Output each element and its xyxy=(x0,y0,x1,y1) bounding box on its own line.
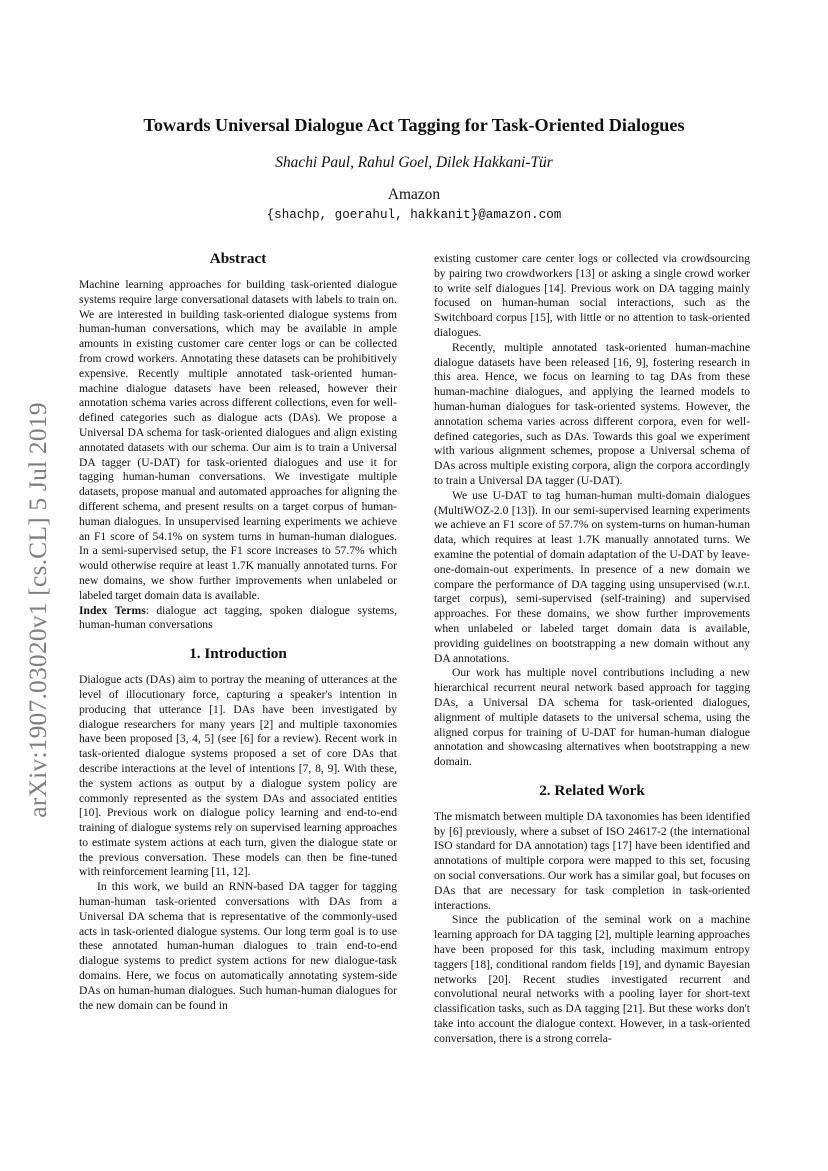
index-terms-label: Index Terms xyxy=(79,603,146,617)
arxiv-stamp-text: arXiv:1907.03020v1 [cs.CL] 5 Jul 2019 xyxy=(23,402,52,818)
paper-title: Towards Universal Dialogue Act Tagging for Task-Oriented Dialogues xyxy=(143,115,685,135)
related-work-heading: 2. Related Work xyxy=(539,781,645,799)
related-paragraph-1: The mismatch between multiple DA taxonomies has been identified by [6] previously, where a subset of ISO 24617-2 (the international ISO standard for DA annotation) tags [17] have been identified and annotations of multiple corpora were mapped to this set, focusing on social conversations. Our work has a similar goal, but focuses on DAs that are necessary for task completion in task-oriented interactions. xyxy=(434,809,750,912)
intro-heading: 1. Introduction xyxy=(189,645,287,663)
intro-paragraph-4: Recently, multiple annotated task-oriented human-machine dialogue datasets have been released [16, 9], fostering research in this area. Hence, we focus on learning to tag DAs from these human-machine dialogues, and applying the learned models to human-human dialogues for task-oriented systems. However, the annotation schema varies across different corpora, even for well-defined categories, such as DAs. Towards this goal we experiment with various alignment schemes, propose a Universal schema of DAs across multiple existing corpora, align the corpora accordingly to train a Universal DA tagger (U-DAT). xyxy=(434,340,750,487)
abstract-text: Machine learning approaches for building task-oriented dialogue systems require large conversational datasets with labels to train on. We are interested in building task-oriented dialogue systems from human-human conversations, which may be available in ample amounts in existing customer care center logs or can be collected from crowd workers. Annotating these datasets can be prohibitively expensive. Recently multiple annotated task-oriented human-machine dialogue datasets have been released, however their annotation schema varies across different collections, even for well-defined categories such as dialogue acts (DAs). We propose a Universal DA schema for task-oriented dialogues and align existing annotated datasets with our schema. Our aim is to train a Universal DA tagger (U-DAT) for task-oriented dialogues and use it for tagging human-human conversations. We investigate multiple datasets, propose manual and automated approaches for aligning the different schema, and present results on a target corpus of human-human dialogues. In unsupervised learning experiments we achieve an F1 score of 54.1% on system turns in human-human dialogues. In a semi-supervised setup, the F1 score increases to 57.7% which would otherwise require at least 1.7K manually annotated turns. For new domains, we show further improvements when unlabeled or labeled target domain data is available. xyxy=(79,278,397,602)
related-paragraph-2: Since the publication of the seminal work on a machine learning approach for DA tagging [2], multiple learning approaches have been proposed for this task, including maximum entropy taggers [18], conditional random fields [19], and dynamic Bayesian networks [20]. Recent studies investigated recurrent and convolutional neural networks with a pooling layer for short-text classification tasks, such as DA tagging [21]. But these works don't take into account the dialogue context. However, in a task-oriented conversation, there is a strong correla- xyxy=(434,913,750,1045)
paper-affiliation: Amazon xyxy=(387,186,441,203)
intro-paragraph-3: existing customer care center logs or collected via crowdsourcing by pairing two crowdworkers [13] or asking a single crowd worker to write self dialogues [14]. Previous work on DA tagging mainly focused on human-human social interactions, such as the Switchboard corpus [15], with little or no attention to task-oriented dialogues. xyxy=(434,252,750,339)
arxiv-stamp xyxy=(18,380,58,840)
intro-paragraph-1: Dialogue acts (DAs) aim to portray the meaning of utterances at the level of illocutionary force, capturing a speaker's intention in producing that utterance [1]. DAs have been investigated by dialogue researchers for many years [2] and multiple taxonomies have been proposed [3, 4, 5] (see [6] for a review). Recent work in task-oriented dialogue systems proposed a set of core DAs that describe interactions at the level of intentions [7, 8, 9]. With these, the system actions as output by a dialogue system policy are commonly represented as the system DAs and associated entities [10]. Previous work on dialogue policy learning and end-to-end training of dialogue systems rely on supervised learning approaches to estimate system actions at each turn, given the dialogue state or the previous conversation. These models can then be fine-tuned with reinforcement learning [11, 12]. xyxy=(79,673,397,879)
intro-paragraph-2: In this work, we build an RNN-based DA tagger for tagging human-human task-oriented conversations with DAs from a Universal DA schema that is representative of the commonly-used acts in task-oriented dialogue systems. Our long term goal is to use these annotated human-human dialogues to train end-to-end dialogue systems to predict system actions for new dialogue-task domains. Here, we focus on automatically annotating system-side DAs on human-human dialogues. Such human-human dialogues for the new domain can be found in xyxy=(79,880,397,1012)
left-column xyxy=(79,250,397,1013)
intro-paragraph-6: Our work has multiple novel contributions including a new hierarchical recurrent neural network based approach for tagging DAs, a Universal DA schema for task-oriented dialogues, alignment of multiple datasets to the universal schema, using the aligned corpus for training of U-DAT for human-human dialogue annotation and showcasing alternatives when bootstrapping a new domain. xyxy=(434,666,750,769)
intro-paragraph-5: We use U-DAT to tag human-human multi-domain dialogues (MultiWOZ-2.0 [13]). In our semi-supervised learning experiments we achieve an F1 score of 57.7% on system-turns on human-human data, which requires at least 1.7K manually annotated turns. We examine the potential of domain adaptation of the U-DAT by leave-one-domain-out experiments. In presence of a new domain we compare the performance of DA tagging using unsupervised (w.r.t. target corpus), semi-supervised (self-training) and supervised approaches. For these domains, we show further improvements when unlabeled or labeled target domain data is available, providing guidelines on bootstrapping a new domain without any DA annotations. xyxy=(434,488,750,665)
right-column xyxy=(434,252,750,1047)
paper-authors: Shachi Paul, Rahul Goel, Dilek Hakkani-Tür xyxy=(275,154,553,171)
index-terms-text: : dialogue act tagging, spoken dialogue systems, human-human conversations xyxy=(79,603,397,632)
abstract-heading: Abstract xyxy=(209,250,267,267)
index-terms xyxy=(79,604,397,634)
paper-emails: {shachp, goerahul, hakkanit}@amazon.com xyxy=(266,208,562,222)
